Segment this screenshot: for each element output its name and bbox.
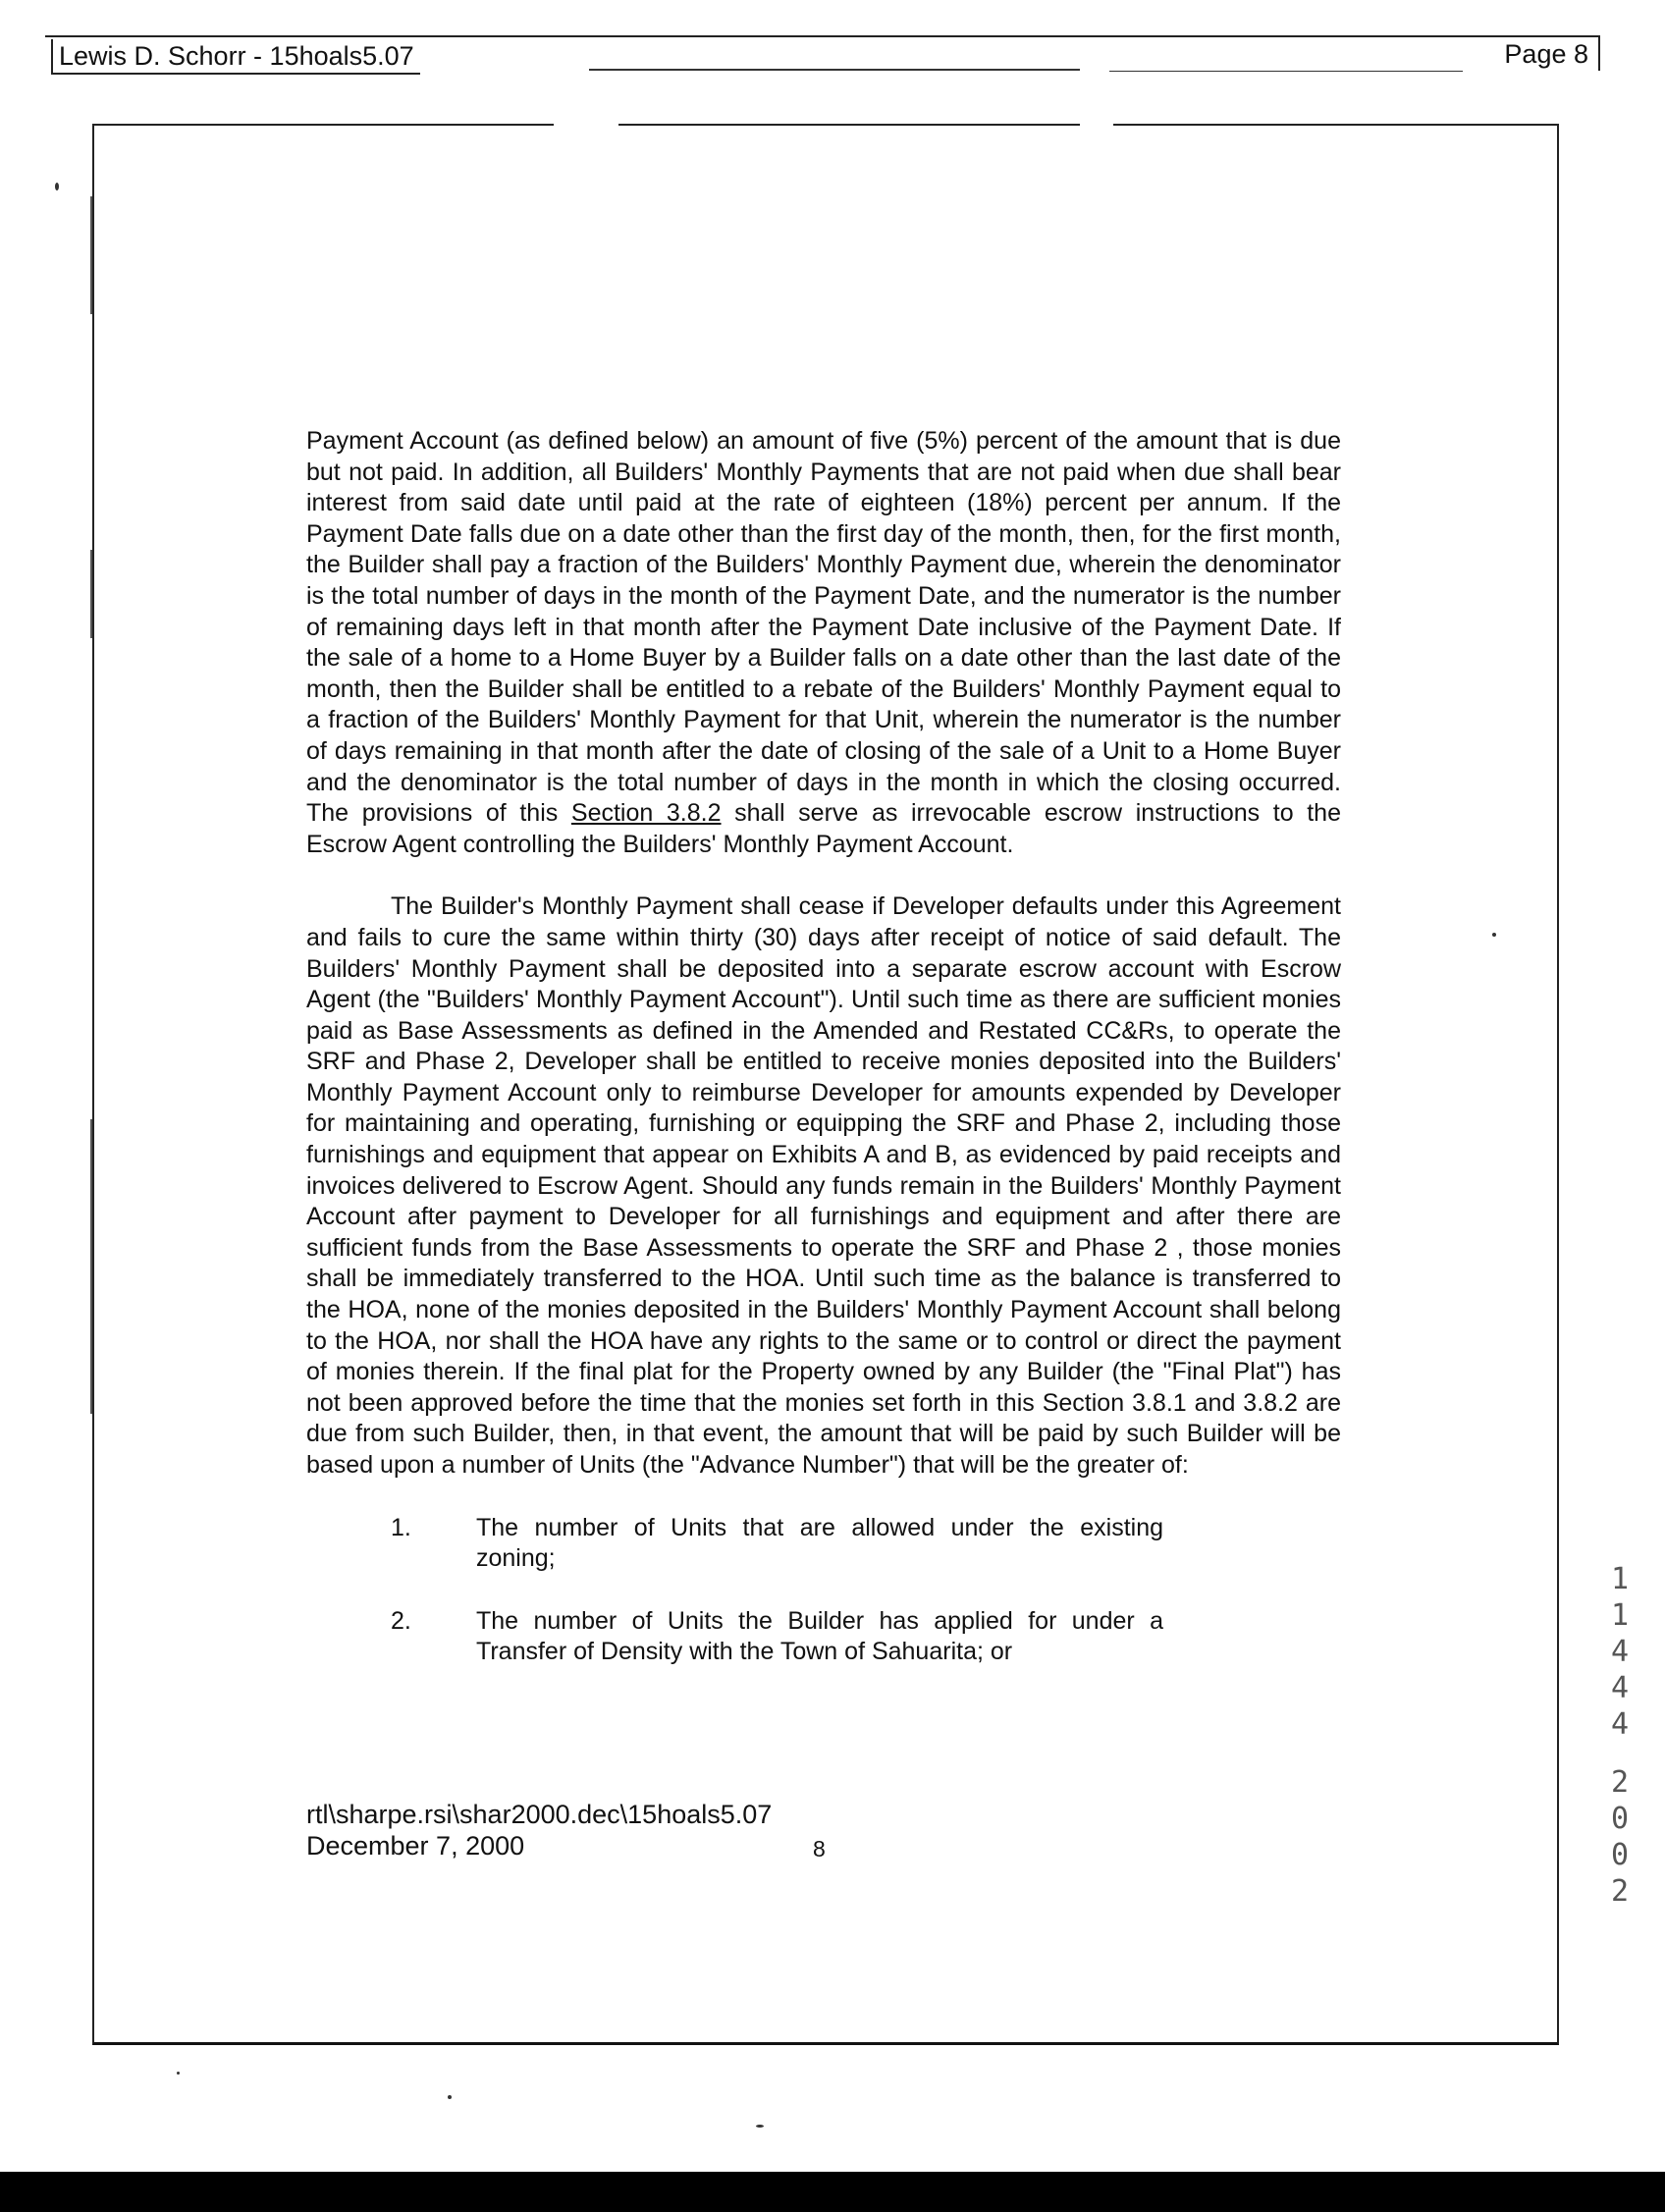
scan-speck [1492, 933, 1496, 937]
stamp-digit: 0 [1610, 1802, 1630, 1836]
scan-mark [90, 550, 92, 638]
scan-mark [90, 196, 92, 314]
list-text: The number of Units that are allowed under the existing zoning; [476, 1513, 1163, 1573]
recording-stamp [1600, 1561, 1639, 1910]
advance-number-list [306, 1513, 1341, 1668]
stamp-digit: 2 [1610, 1874, 1630, 1909]
stamp-digit: 4 [1610, 1707, 1630, 1742]
fax-header-bar [45, 35, 1600, 69]
header-sender: Lewis D. Schorr - 15hoals5.07 [51, 39, 420, 75]
stamp-gap [1600, 1743, 1639, 1764]
scan-bottom-band [0, 2172, 1665, 2212]
page-number: 8 [813, 1836, 826, 1861]
scan-speck [177, 2072, 180, 2075]
list-number: 1. [391, 1513, 411, 1541]
scan-rule [1109, 71, 1463, 72]
list-item [306, 1606, 1341, 1668]
stamp-digit: 0 [1610, 1838, 1630, 1872]
section-reference: Section 3.8.2 [570, 799, 722, 828]
stamp-digit: 2 [1610, 1765, 1630, 1800]
paragraph-text: shall serve as irrevocable escrow instructions to the Escrow Agent controlling the Builders' Monthly Payment Account. [306, 799, 1341, 858]
stamp-digit: 4 [1610, 1635, 1630, 1669]
paragraph-monthly-payment: The Builder's Monthly Payment shall cease if Developer defaults under this Agreement and fails to cure the same within thirty (30) days after receipt of notice of said default. The Builders' Monthly Payment shall be deposited into a separate escrow account with Escrow Agent (the "Builders' Monthly Payment Account"). Until such time as there are sufficient monies paid as Base Assessments as defined in the Amended and Restated CC&Rs, to operate the SRF and Phase 2, Developer shall be entitled to receive monies deposited into the Builders' Monthly Payment Account only to reimburse Developer for amounts expended by Developer for maintaining and operating, furnishing or equipping the SRF and Phase 2, including those furnishings and equipment that appear on Exhibits A and B, as evidenced by paid receipts and invoices delivered to Escrow Agent. Should any funds remain in the Builders' Monthly Payment Account after payment to Developer for all furnishings and equipment and after there are sufficient funds from the Base Assessments to operate the SRF and Phase 2 , those monies shall be immediately transferred to the HOA. Until such time as the balance is transferred to the HOA, none of the monies deposited in the Builders' Monthly Payment Account shall belong to the HOA, nor shall the HOA have any rights to the same or to control or direct the payment of monies therein. If the final plat for the Property owned by any Builder (the "Final Plat") has not been approved before the time that the monies set forth in this Section 3.8.1 and 3.8.2 are due from such Builder, then, in that event, the amount that will be paid by such Builder will be based upon a number of Units (the "Advance Number") that will be the greater of: [306, 892, 1341, 1479]
scan-speck [756, 2125, 764, 2128]
document-body [306, 426, 1341, 1699]
list-text: The number of Units the Builder has applied for under a Transfer of Density with the Town of Sahuarita; or [476, 1606, 1163, 1666]
paragraph-text: Payment Account (as defined below) an amount of five (5%) percent of the amount that is due but not paid. In addition, all Builders' Monthly Payments that are not paid when due shall bear interest from said date until paid at the rate of eighteen (18%) percent per annum. If the Payment Date falls due on a date other than the first day of the month, then, for the first month, the Builder shall pay a fraction of the Builders' Monthly Payment due, wherein the denominator is the total number of days in the month of the Payment Date, and the numerator is the number of remaining days left in that month after the Payment Date inclusive of the Payment Date. If the sale of a home to a Home Buyer by a Builder falls on a date other than the last date of the month, then the Builder shall be entitled to a rebate of the Builders' Monthly Payment equal to a fraction of the Builders' Monthly Payment for that Unit, wherein the numerator is the number of days remaining in that month after the date of closing of the sale of a Unit to a Home Buyer and the denominator is the total number of days in the month in which the closing occurred. The provisions of this [306, 427, 1341, 828]
scan-speck [448, 2095, 452, 2099]
list-item [306, 1513, 1341, 1575]
document-date: December 7, 2000 [306, 1831, 525, 1861]
stamp-digit: 1 [1610, 1562, 1630, 1596]
stamp-digit: 4 [1610, 1671, 1630, 1705]
paragraph-late-payment [306, 426, 1341, 860]
stamp-digit: 1 [1610, 1598, 1630, 1633]
scan-rule [589, 69, 1080, 71]
scan-speck [55, 183, 59, 190]
file-path: rtl\sharpe.rsi\shar2000.dec\15hoals5.07 [306, 1800, 773, 1829]
scan-mark [90, 1119, 92, 1414]
document-footer [306, 1799, 772, 1861]
header-page-label: Page 8 [1494, 37, 1600, 71]
list-number: 2. [391, 1606, 411, 1635]
